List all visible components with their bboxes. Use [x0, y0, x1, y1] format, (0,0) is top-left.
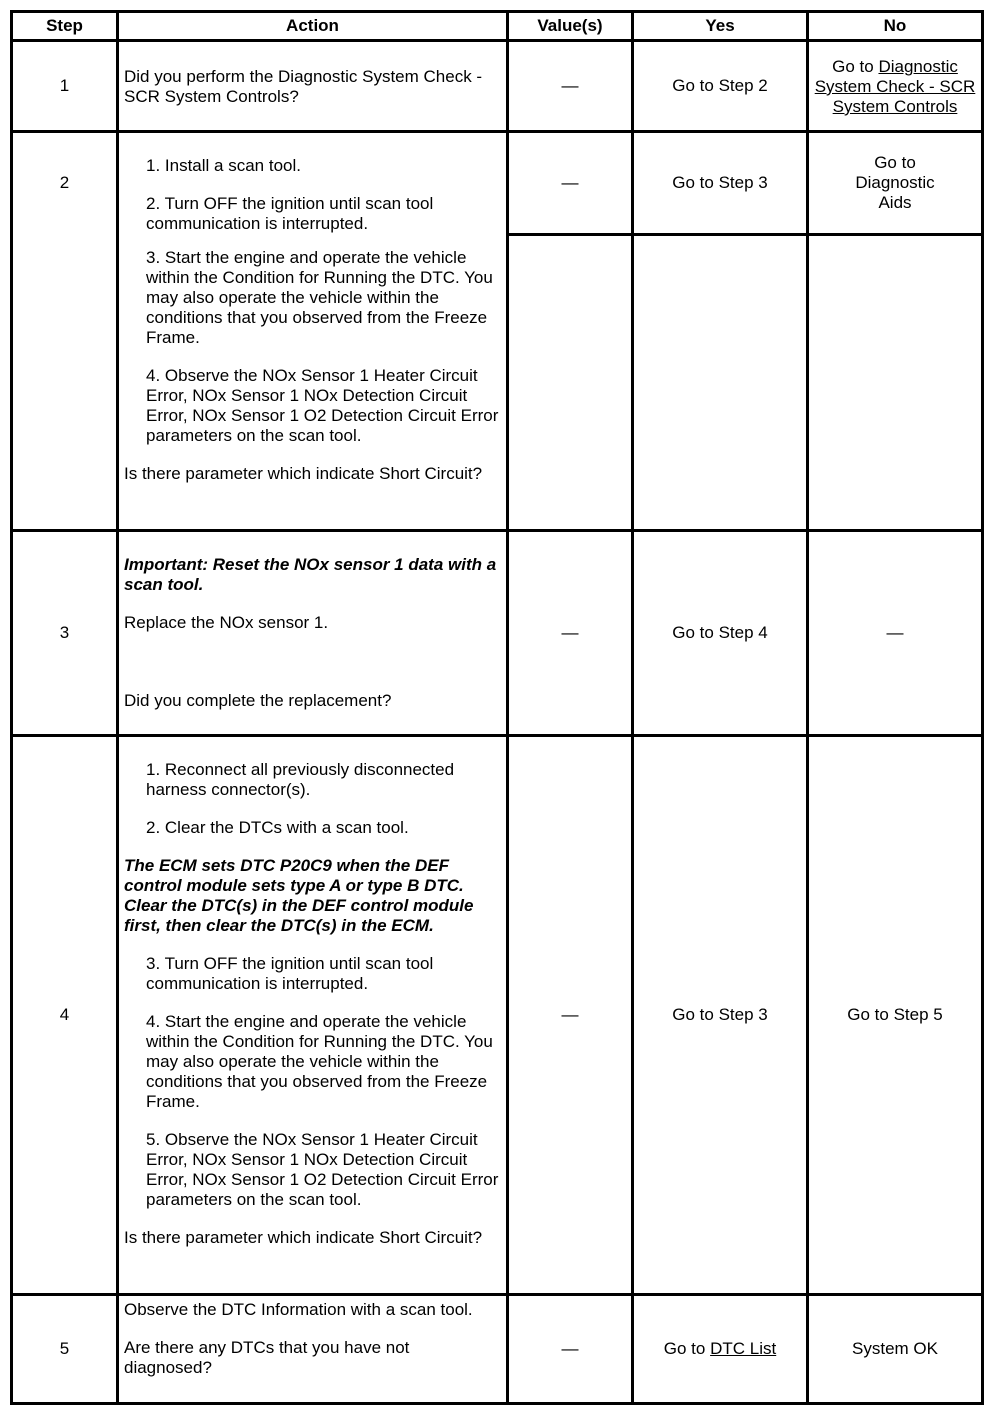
step-number: 3	[59, 623, 70, 642]
no-result: Go to Step 5	[847, 1005, 943, 1024]
header-yes: Yes	[705, 16, 735, 35]
question-text: Did you complete the replacement?	[124, 691, 392, 710]
header-no: No	[883, 16, 907, 35]
step-number: 5	[59, 1339, 70, 1358]
header-step: Step	[46, 16, 83, 35]
action-block	[124, 555, 500, 711]
step-number: 4	[59, 1005, 70, 1024]
yes-prefix: Go to	[663, 1339, 711, 1358]
step-number: 1	[59, 76, 70, 95]
list-item: 3. Start the engine and operate the vehicle within the Condition for Running the DTC. You may also operate the vehicle within the conditions that you observed from the Freeze Frame.	[146, 248, 493, 347]
rule-right	[981, 10, 984, 1405]
no-prefix: Go to	[832, 57, 879, 76]
step-number: 2	[59, 173, 70, 192]
action-text: Did you perform the Diagnostic System Check - SCR System Controls?	[124, 67, 483, 106]
yes-result: Go to Step 4	[672, 623, 768, 642]
diagnostic-table	[10, 10, 984, 1405]
important-note: Important: Reset the NOx sensor 1 data with a scan tool.	[124, 555, 497, 594]
value-dash: —	[561, 1339, 579, 1358]
no-result: Go to Diagnostic Aids	[855, 153, 935, 212]
important-note: The ECM sets DTC P20C9 when the DEF control module sets type A or type B DTC. Clear the DTC(s) in the DEF control module first, then clear the DTC(s) in the ECM.	[124, 856, 474, 935]
list-item: 4. Observe the NOx Sensor 1 Heater Circuit Error, NOx Sensor 1 NOx Detection Circuit Error, NOx Sensor 1 O2 Detection Circuit Error parameters on the scan tool.	[146, 366, 499, 445]
action-text: Replace the NOx sensor 1.	[124, 613, 329, 632]
dtc-list-link[interactable]: DTC List	[710, 1339, 777, 1358]
list-item: 1. Install a scan tool.	[146, 156, 301, 175]
yes-result	[634, 1296, 806, 1402]
yes-result: Go to Step 3	[672, 173, 768, 192]
value-dash: —	[561, 1005, 579, 1024]
rule-bottom	[10, 1402, 984, 1405]
question-text: Are there any DTCs that you have not diagnosed?	[124, 1338, 410, 1377]
list-item: 2. Clear the DTCs with a scan tool.	[146, 818, 409, 837]
list-item: 2. Turn OFF the ignition until scan tool communication is interrupted.	[146, 194, 434, 233]
action-block	[124, 1300, 500, 1378]
header-values: Value(s)	[537, 16, 603, 35]
value-dash: —	[561, 173, 579, 192]
action-block	[124, 760, 500, 1248]
diagnostic-system-check-link[interactable]: Diagnostic System Check - SCR System Controls	[814, 57, 976, 116]
rule-header	[10, 39, 984, 42]
action-text: Observe the DTC Information with a scan tool.	[124, 1300, 473, 1319]
no-result	[809, 46, 981, 128]
action-block	[124, 156, 500, 484]
value-dash: —	[561, 76, 579, 95]
no-result: —	[886, 623, 904, 642]
rule-row2-split	[506, 233, 984, 236]
list-item: 1. Reconnect all previously disconnected harness connector(s).	[146, 760, 455, 799]
yes-result: Go to Step 2	[672, 76, 768, 95]
question-text: Is there parameter which indicate Short Circuit?	[124, 464, 483, 483]
list-item: 5. Observe the NOx Sensor 1 Heater Circuit Error, NOx Sensor 1 NOx Detection Circuit Error, NOx Sensor 1 O2 Detection Circuit Error parameters on the scan tool.	[146, 1130, 499, 1209]
header-action: Action	[286, 16, 339, 35]
list-item: 4. Start the engine and operate the vehicle within the Condition for Running the DTC. You may also operate the vehicle within the conditions that you observed from the Freeze Frame.	[146, 1012, 493, 1111]
value-dash: —	[561, 623, 579, 642]
question-text: Is there parameter which indicate Short Circuit?	[124, 1228, 483, 1247]
no-result: System OK	[852, 1339, 938, 1358]
rule-col1	[116, 10, 119, 1405]
list-item: 3. Turn OFF the ignition until scan tool communication is interrupted.	[146, 954, 434, 993]
yes-result: Go to Step 3	[672, 1005, 768, 1024]
